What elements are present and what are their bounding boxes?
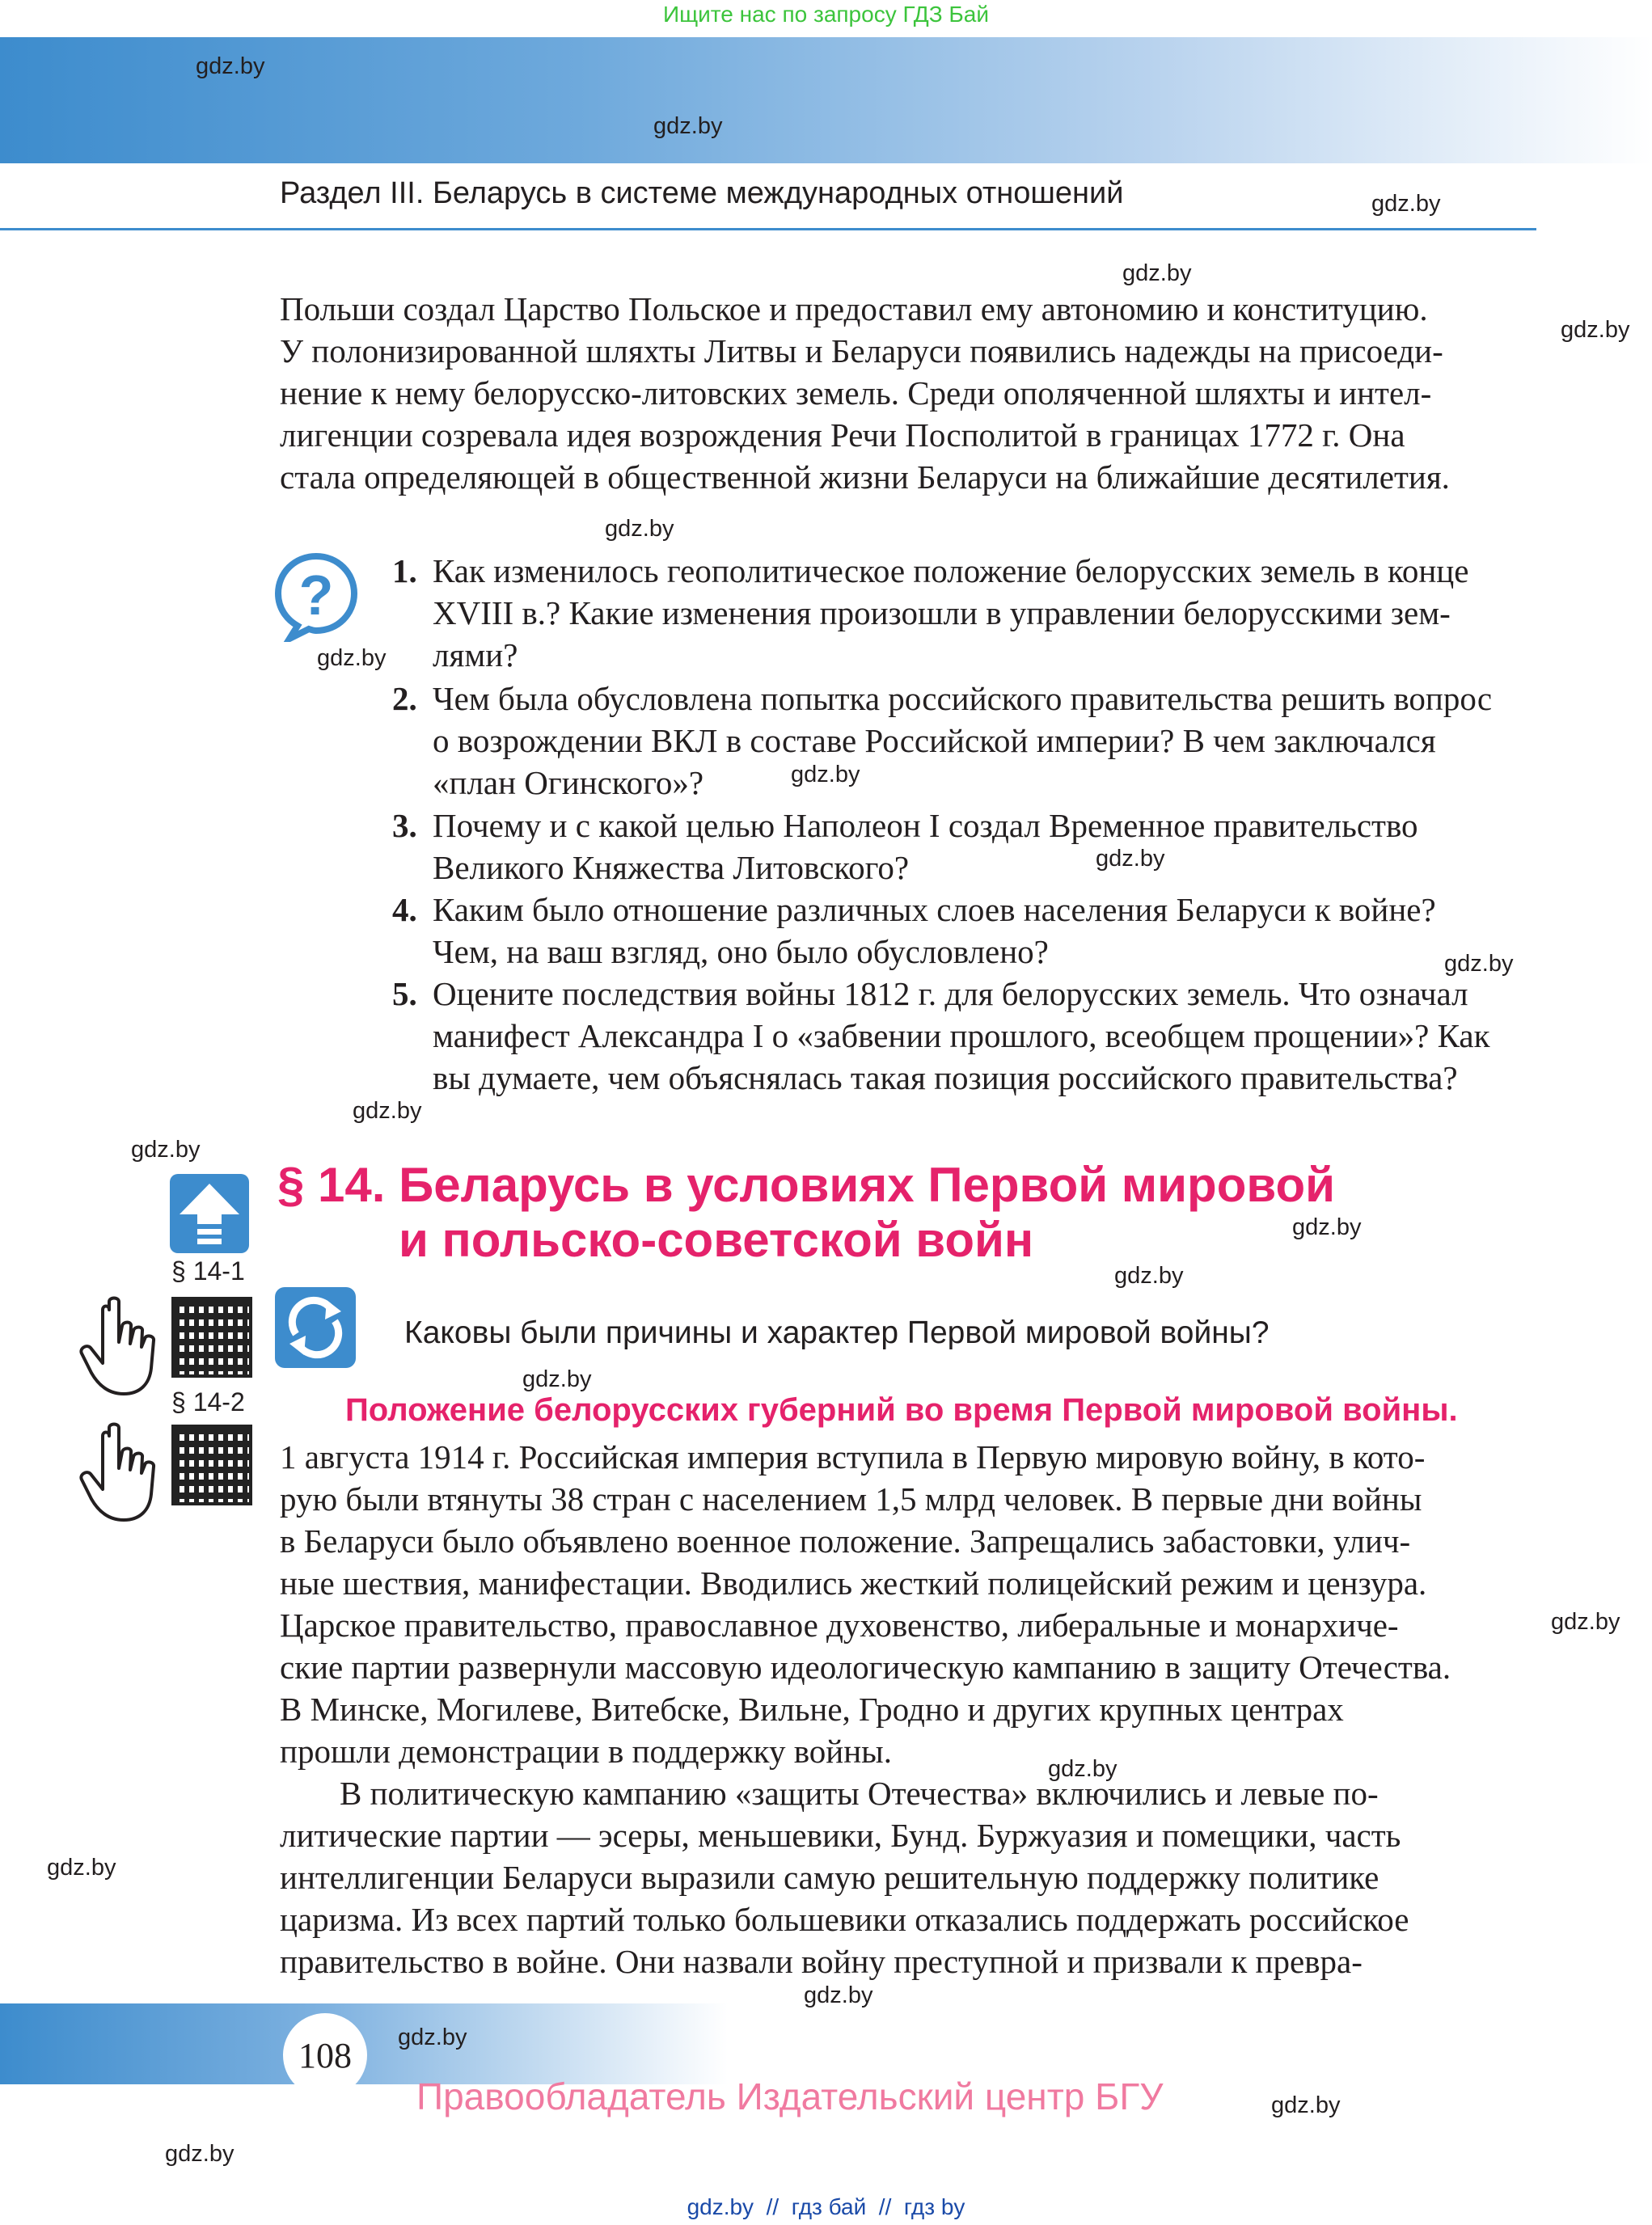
watermark: gdz.by	[653, 113, 723, 139]
question-number: 3.	[392, 807, 417, 844]
watermark: gdz.by	[804, 1982, 873, 2008]
text-line: интеллигенции Беларуси выразили самую решительную поддержку политике	[280, 1859, 1379, 1896]
review-question: Каковы были причины и характер Первой мировой войны?	[404, 1315, 1270, 1350]
text-line: В политическую кампанию «защиты Отечества» включились и левые по-	[340, 1775, 1379, 1812]
watermark: gdz.by	[1292, 1214, 1362, 1240]
text-line: В Минске, Могилеве, Витебске, Вильне, Гродно и других крупных центрах	[280, 1691, 1344, 1728]
subheading: Положение белорусских губерний во время Первой мировой войны.	[345, 1392, 1458, 1428]
question-number: 4.	[392, 891, 417, 928]
bottom-links[interactable]: gdz.by // гдз бай // гдз by	[687, 2194, 965, 2219]
text-line: Как изменилось геополитическое положение белорусских земель в конце	[433, 552, 1469, 589]
watermark: gdz.by	[605, 516, 674, 542]
link-label-14-1[interactable]: § 14-1	[171, 1256, 245, 1286]
section-up-arrow-icon	[170, 1174, 249, 1253]
question-item	[392, 889, 1536, 973]
text-line: 1 августа 1914 г. Российская империя вступила в Первую мировую войну, в кото-	[280, 1438, 1426, 1476]
qr-code-14-2[interactable]	[171, 1425, 252, 1505]
svg-text:?: ?	[298, 564, 334, 627]
header-rule	[0, 228, 1536, 230]
section-title-line: и польско-советской войн	[399, 1213, 1034, 1267]
watermark: gdz.by	[1271, 2092, 1341, 2118]
text-line: царизма. Из всех партий только большевики отказались поддержать российское	[280, 1901, 1409, 1938]
watermark: gdz.by	[196, 53, 265, 79]
watermark: gdz.by	[1122, 260, 1192, 286]
question-number: 5.	[392, 975, 417, 1012]
text-line: Почему и с какой целью Наполеон I создал Временное правительство	[433, 807, 1418, 844]
paragraph-1	[280, 1436, 1537, 1772]
watermark: gdz.by	[165, 2141, 234, 2167]
watermark: gdz.by	[1561, 317, 1630, 343]
text-line: рую были втянуты 38 стран с населением 1,5 млрд человек. В первые дни войны	[280, 1480, 1422, 1518]
watermark: gdz.by	[522, 1366, 592, 1392]
hand-pointer-icon	[77, 1420, 166, 1525]
text-line: о возрождении ВКЛ в составе Российской империи? В чем заключался	[433, 722, 1436, 759]
text-line: XVIII в.? Какие изменения произошли в управлении белорусскими зем-	[433, 594, 1451, 631]
question-item	[392, 550, 1536, 676]
question-number: 2.	[392, 680, 417, 717]
text-line: вы думаете, чем объяснялась такая позиция российского правительства?	[433, 1059, 1458, 1096]
question-item	[392, 973, 1536, 1099]
page-number: 108	[283, 2013, 367, 2097]
question-item	[392, 804, 1536, 889]
watermark: gdz.by	[1048, 1756, 1118, 1782]
watermark: gdz.by	[131, 1137, 201, 1163]
text-line: Оцените последствия войны 1812 г. для белорусских земель. Что означал	[433, 975, 1468, 1012]
question-text	[433, 973, 1536, 1099]
text-line: в Беларуси было объявлено военное положение. Запрещались забастовки, улич-	[280, 1522, 1411, 1560]
watermark: gdz.by	[398, 2024, 467, 2050]
watermark: gdz.by	[353, 1098, 422, 1124]
question-icon	[273, 551, 359, 642]
text-line: «план Огинского»?	[433, 764, 704, 801]
text-line: стала определяющей в общественной жизни Беларуси на ближайшие десятилетия.	[280, 458, 1450, 496]
text-line: нение к нему белорусско-литовских земель. Среди ополяченной шляхты и интел-	[280, 374, 1432, 412]
section-header: Раздел III. Беларусь в системе международных отношений	[280, 176, 1124, 210]
text-line: лигенции созревала идея возрождения Речи Посполитой в границах 1772 г. Она	[280, 416, 1405, 454]
text-line: ские партии развернули массовую идеологическую кампанию в защиту Отечества.	[280, 1649, 1451, 1686]
question-text	[433, 804, 1536, 889]
question-text	[433, 678, 1536, 804]
link-label-14-2[interactable]: § 14-2	[171, 1387, 245, 1416]
text-line: Чем, на ваш взгляд, оно было обусловлено?	[433, 933, 1049, 970]
watermark: gdz.by	[1114, 1263, 1184, 1289]
copyright-notice: Правообладатель Издательский центр БГУ	[416, 2075, 1164, 2117]
hand-pointer-icon	[77, 1294, 166, 1399]
paragraph-2	[280, 1772, 1537, 1982]
refresh-icon	[275, 1287, 356, 1368]
text-line: У полонизированной шляхты Литвы и Беларуси появились надежды на присоеди-	[280, 332, 1443, 369]
question-text	[433, 550, 1536, 676]
text-line: прошли демонстрации в поддержку войны.	[280, 1733, 892, 1770]
watermark: gdz.by	[1371, 191, 1441, 217]
watermark: gdz.by	[1096, 846, 1165, 872]
watermark: gdz.by	[317, 645, 387, 671]
text-line: ные шествия, манифестации. Вводились жесткий полицейский режим и цензура.	[280, 1564, 1427, 1602]
text-line: манифест Александра I о «забвении прошлого, всеобщем прощении»? Как	[433, 1017, 1490, 1054]
section-title	[277, 1158, 1335, 1268]
text-line: Великого Княжества Литовского?	[433, 849, 910, 886]
watermark: gdz.by	[1444, 951, 1514, 977]
text-line: Царское правительство, православное духовенство, либеральные и монархиче-	[280, 1606, 1399, 1644]
text-line: литические партии — эсеры, меньшевики, Бунд. Буржуазия и помещики, часть	[280, 1817, 1401, 1854]
section-title-line: § 14. Беларусь в условиях Первой мировой	[277, 1158, 1335, 1212]
text-line: Польши создал Царство Польское и предоставил ему автономию и конституцию.	[280, 290, 1428, 327]
text-line: лями?	[433, 636, 518, 673]
top-banner[interactable]: Ищите нас по запросу ГДЗ Бай	[662, 2, 990, 27]
question-item	[392, 678, 1536, 804]
intro-paragraph	[280, 288, 1537, 498]
question-text	[433, 889, 1536, 973]
text-line: Чем была обусловлена попытка российского правительства решить вопрос	[433, 680, 1493, 717]
watermark: gdz.by	[47, 1855, 116, 1881]
qr-code-14-1[interactable]	[171, 1297, 252, 1378]
watermark: gdz.by	[791, 762, 860, 787]
text-line: Каким было отношение различных слоев населения Беларуси к войне?	[433, 891, 1436, 928]
watermark: gdz.by	[1551, 1609, 1620, 1635]
text-line: правительство в войне. Они назвали войну преступной и призвали к превра-	[280, 1943, 1363, 1980]
question-number: 1.	[392, 552, 417, 589]
